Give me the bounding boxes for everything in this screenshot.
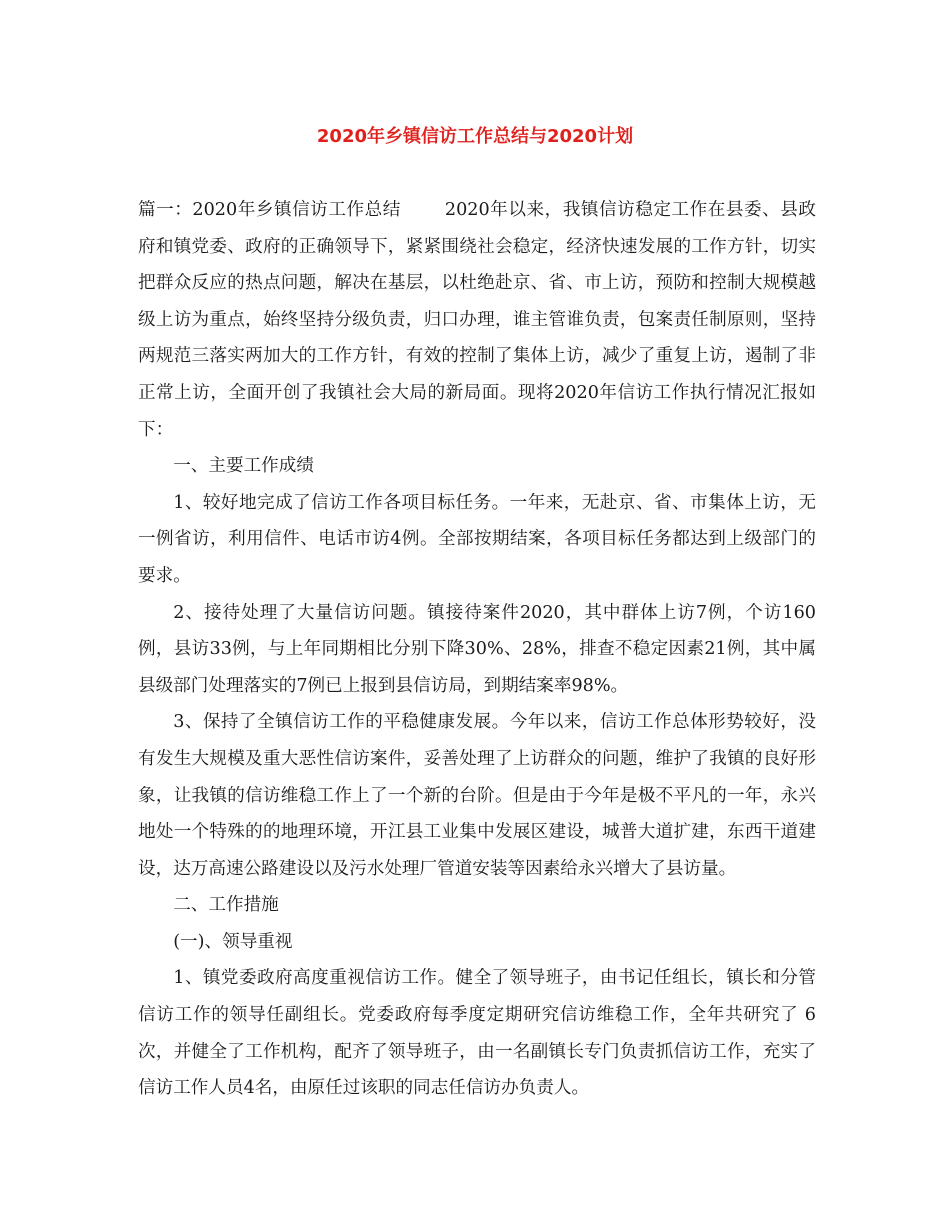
document-body	[138, 192, 816, 1107]
intro-label: 篇一：2020年乡镇信访工作总结	[138, 200, 401, 220]
section-heading: 一、主要工作成绩	[173, 456, 314, 477]
subsection-heading: (一)、领导重视	[173, 931, 293, 952]
paragraph-item-3: 3、保持了全镇信访工作的平稳健康发展。今年以来，信访工作总体形势较好，没有发生大规模及重大恶性信访案件，妥善处理了上访群众的问题，维护了我镇的良好形象，让我镇的信访维稳工作上了一个新的台阶。但是由于今年是极不平凡的一年，永兴地处一个特殊的的地理环境，开江县工业集中发展区建设，城普大道扩建，东西干道建设，达万高速公路建设以及污水处理厂管道安装等因素给永兴增大了县访量。	[138, 712, 816, 879]
section-heading: 二、工作措施	[173, 895, 279, 916]
paragraph-item-4: 1、镇党委政府高度重视信访工作。健全了领导班子，由书记任组长，镇长和分管信访工作的领导任副组长。党委政府每季度定期研究信访维稳工作，全年共研究了 6次，并健全了工作机构，配齐了领导班子，由一名副镇长专门负责抓信访工作，充实了信访工作人员4名，由原任过该职的同志任信访办负责人。	[138, 968, 816, 1099]
intro-paragraph	[138, 192, 816, 448]
paragraph-item-2: 2、接待处理了大量信访问题。镇接待案件2020，其中群体上访7例，个访160例，县访33例，与上年同期相比分别下降30%、28%，排查不稳定因素21例，其中属县级部门处理落实的7例已上报到县信访局，到期结案率98%。	[138, 602, 816, 696]
intro-text: 2020年以来，我镇信访稳定工作在县委、县政府和镇党委、政府的正确领导下，紧紧围绕社会稳定，经济快速发展的工作方针，切实把群众反应的热点问题，解决在基层，以杜绝赴京、省、市上访，预防和控制大规模越级上访为重点，始终坚持分级负责，归口办理，谁主管谁负责，包案责任制原则，坚持两规范三落实两加大的工作方针，有效的控制了集体上访，减少了重复上访，遏制了非正常上访，全面开创了我镇社会大局的新局面。现将2020年信访工作执行情况汇报如下：	[138, 200, 816, 440]
paragraph-item-1: 1、较好地完成了信访工作各项目标任务。一年来，无赴京、省、市集体上访，无一例省访，利用信件、电话市访4例。全部按期结案，各项目标任务都达到上级部门的要求。	[138, 492, 816, 586]
document-title: 2020年乡镇信访工作总结与2020计划	[316, 126, 634, 147]
